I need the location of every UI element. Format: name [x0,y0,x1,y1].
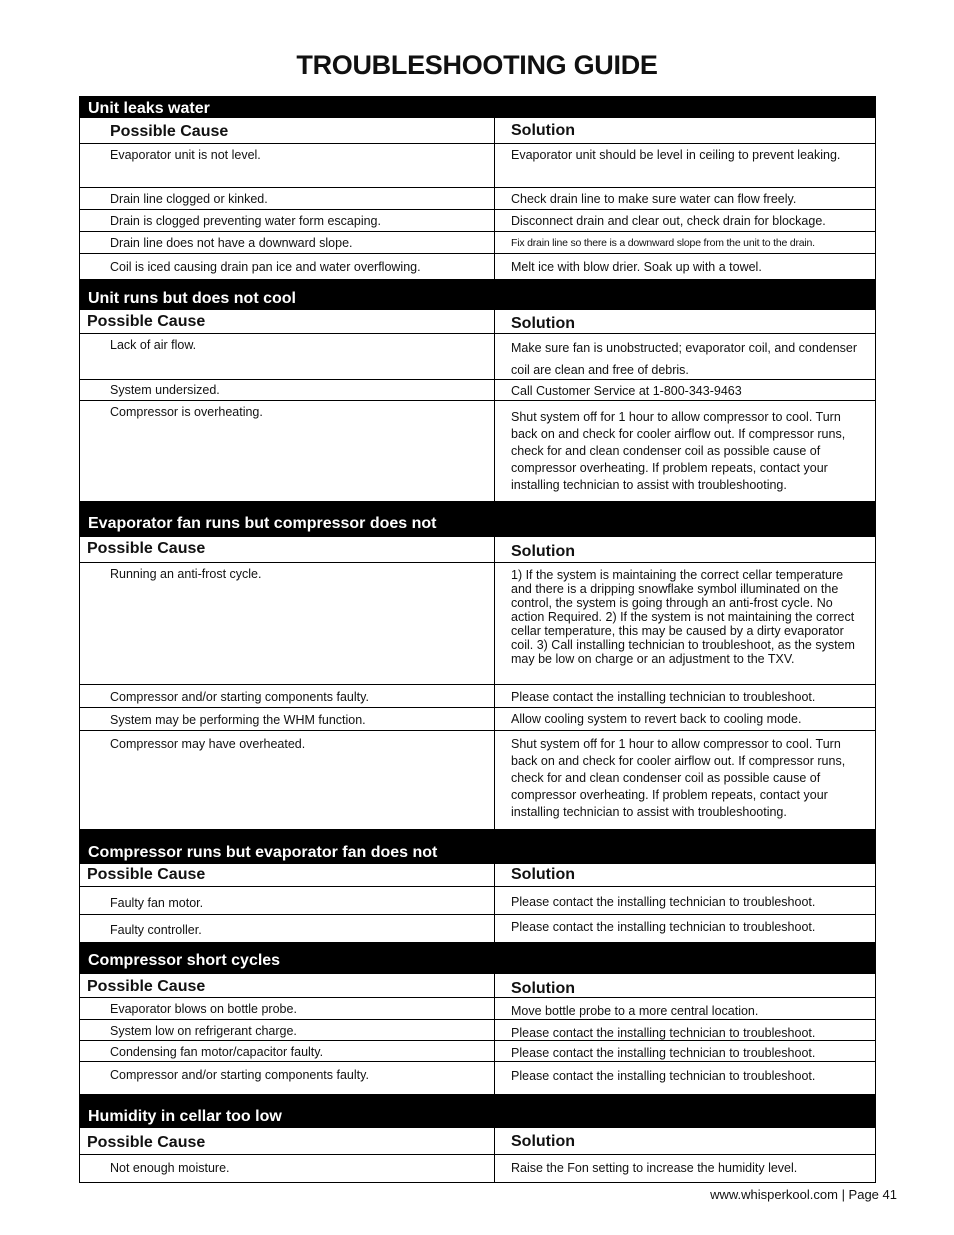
solution-header: Solution [494,537,875,563]
section-unit-leaks-water [79,96,876,280]
cause-header: Possible Cause [80,118,494,144]
section-title: Compressor short cycles [80,943,875,974]
solution-cell: Please contact the installing technician to troubleshoot. [494,887,875,915]
cause-cell: Not enough moisture. [80,1155,494,1183]
section-title: Humidity in cellar too low [80,1095,875,1128]
section-humidity-too-low [79,1095,876,1183]
cause-cell: Drain is clogged preventing water form escaping. [80,210,494,232]
solution-header: Solution [494,310,875,334]
section-compressor-short-cycles [79,943,876,1095]
solution-cell: Please contact the installing technician to troubleshoot. [494,685,875,708]
page-footer: www.whisperkool.com | Page 41 [710,1187,897,1202]
section-title: Compressor runs but evaporator fan does not [80,830,875,864]
page-title: TROUBLESHOOTING GUIDE [296,50,658,80]
solution-cell: Allow cooling system to revert back to cooling mode. [494,708,875,731]
solution-cell: Call Customer Service at 1-800-343-9463 [494,380,875,401]
cause-cell: Condensing fan motor/capacitor faulty. [80,1041,494,1062]
cause-cell: Lack of air flow. [80,334,494,380]
section-compressor-runs-fan-not [79,830,876,943]
solution-header: Solution [494,864,875,887]
cause-cell: System undersized. [80,380,494,401]
solution-cell: Shut system off for 1 hour to allow compressor to cool. Turn back on and check for cooler airflow out. If compressor runs, check for and clean condenser coil as possible cause of compressor overheating. If problem repeats, contact your installing technician to assist with troubleshooting. [494,731,875,830]
solution-cell: Fix drain line so there is a downward slope from the unit to the drain. [494,232,875,254]
section-title: Unit leaks water [80,96,875,118]
cause-header: Possible Cause [80,864,494,887]
solution-cell: Check drain line to make sure water can flow freely. [494,188,875,210]
cause-cell: Evaporator blows on bottle probe. [80,998,494,1020]
solution-cell: Please contact the installing technician to troubleshoot. [494,1020,875,1041]
troubleshooting-table [79,96,876,1183]
solution-header: Solution [494,118,875,144]
cause-cell: Drain line does not have a downward slope. [80,232,494,254]
section-title: Unit runs but does not cool [80,280,875,310]
cause-cell: Compressor is overheating. [80,401,494,502]
cause-cell: Running an anti-frost cycle. [80,563,494,685]
solution-cell: Disconnect drain and clear out, check drain for blockage. [494,210,875,232]
solution-cell: Evaporator unit should be level in ceiling to prevent leaking. [494,144,875,188]
cause-cell: Compressor may have overheated. [80,731,494,830]
solution-cell: Move bottle probe to a more central location. [494,998,875,1020]
cause-header: Possible Cause [80,537,494,563]
solution-cell: Please contact the installing technician to troubleshoot. [494,1041,875,1062]
cause-cell: Compressor and/or starting components faulty. [80,1062,494,1095]
cause-cell: Faulty controller. [80,915,494,943]
cause-header: Possible Cause [80,310,494,334]
cause-header: Possible Cause [80,1128,494,1155]
section-title: Evaporator fan runs but compressor does not [80,502,875,537]
cause-cell: Compressor and/or starting components faulty. [80,685,494,708]
solution-header: Solution [494,1128,875,1155]
cause-cell: Evaporator unit is not level. [80,144,494,188]
cause-cell: Coil is iced causing drain pan ice and water overflowing. [80,254,494,280]
cause-cell: Faulty fan motor. [80,887,494,915]
solution-cell: Melt ice with blow drier. Soak up with a towel. [494,254,875,280]
cause-header: Possible Cause [80,974,494,998]
section-unit-runs-not-cool [79,280,876,502]
cause-cell: System may be performing the WHM function. [80,708,494,731]
solution-header: Solution [494,974,875,998]
solution-cell: Shut system off for 1 hour to allow compressor to cool. Turn back on and check for cooler airflow out. If compressor runs, check for and clean condenser coil as possible cause of compressor overheating. If problem repeats, contact your installing technician to assist with troubleshooting. [494,401,875,502]
solution-cell: Please contact the installing technician to troubleshoot. [494,1062,875,1095]
solution-cell: Please contact the installing technician to troubleshoot. [494,915,875,943]
solution-cell: 1) If the system is maintaining the correct cellar temperature and there is a dripping snowflake symbol illuminated on the control, the system is going through an anti-frost cycle. No action Required. 2) If the system is not maintaining the correct cellar temperature, this may be caused by a dirty evaporator coil. 3) Call installing technician to troubleshoot, as the system may be low on charge or an adjustment to the TXV. [494,563,875,685]
section-evap-fan-runs [79,502,876,830]
cause-cell: Drain line clogged or kinked. [80,188,494,210]
solution-cell: Raise the Fon setting to increase the humidity level. [494,1155,875,1183]
cause-cell: System low on refrigerant charge. [80,1020,494,1041]
solution-cell: Make sure fan is unobstructed; evaporator coil, and condenser coil are clean and free of debris. [494,334,875,380]
